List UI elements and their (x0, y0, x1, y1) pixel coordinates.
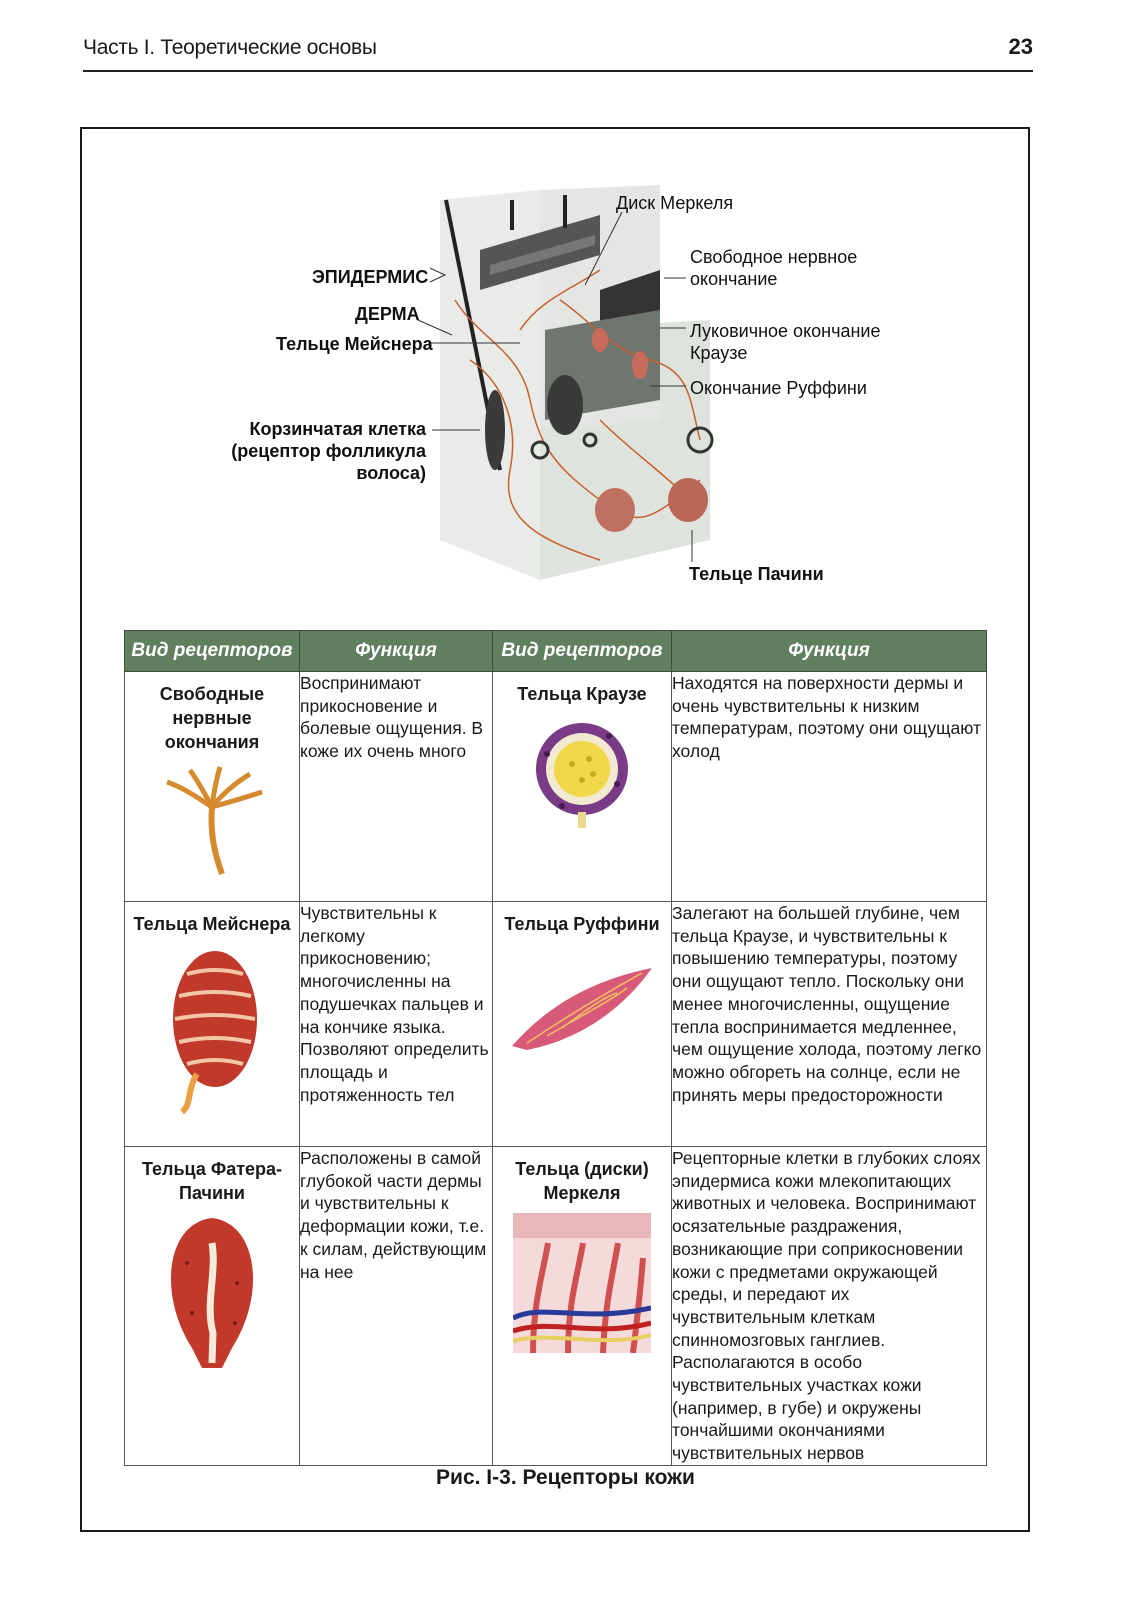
receptor-name: Свободные нервные окончания (159, 684, 265, 752)
table-row (125, 672, 987, 902)
label-merkel-disc: Диск Меркеля (616, 193, 734, 213)
column-header: Вид рецепторов (493, 631, 672, 672)
column-header: Функция (300, 631, 493, 672)
label-epidermis: ЭПИДЕРМИС (312, 267, 429, 287)
label-krause-1: Луковичное окончание (690, 321, 881, 341)
label-free-nerve-ending-2: окончание (690, 269, 778, 289)
receptor-name: Тельца (диски) Меркеля (515, 1159, 649, 1203)
label-basket-cell-1: Корзинчатая клетка (249, 419, 426, 439)
receptor-name: Тельца Краузе (517, 684, 647, 704)
column-header: Функция (672, 631, 987, 672)
ruffini-ending-illustration (507, 958, 657, 1058)
krause-bulb-illustration (527, 714, 637, 829)
receptor-name: Тельца Мейснера (133, 914, 291, 934)
label-free-nerve-ending-1: Свободное нервное (690, 247, 858, 267)
figure-caption: Рис. I-3. Рецепторы кожи (436, 1466, 695, 1489)
label-dermis: ДЕРМА (355, 304, 420, 324)
receptor-name: Тельца Руффини (504, 914, 660, 934)
function-cell: Расположены в самой глубокой части дермы и чувствительны к деформации кожи, т.е. к силам, действующим на нее (300, 1147, 493, 1466)
label-pacini: Тельце Пачини (689, 564, 824, 584)
receptor-cell (493, 1147, 672, 1466)
meissner-corpuscle-illustration (157, 944, 267, 1114)
receptor-name: Тельца Фатера-Пачини (141, 1159, 283, 1203)
function-cell: Рецепторные клетки в глубоких слоях эпидермиса кожи млекопитающих животных и человека. Воспринимают осязательные раздражения, возникающие при соприкосновении кожи с предметами окружающей среды, и передают их чувствительным клеткам спинномозговых ганглиев. Располагаются в особо чувствительных участках кожи (например, в губе) и окружены тончайшими окончаниями чувствительных нервов (672, 1147, 987, 1466)
label-ruffini: Окончание Руффини (690, 378, 867, 398)
table-row (125, 902, 987, 1147)
column-header: Вид рецепторов (125, 631, 300, 672)
receptor-table (124, 630, 987, 1466)
receptor-cell (125, 902, 300, 1147)
function-cell: Залегают на большей глубине, чем тельца Краузе, и чувствительны к повышению температуры, поэтому они ощущают тепло. Поскольку они менее многочисленны, ощущение тепла воспринимается медленнее, чем ощущение холода, поэтому легко можно обгореть на солнце, если не принять меры предосторожности (672, 902, 987, 1147)
free-nerve-ending-illustration (152, 762, 272, 877)
part-title: Часть I. Теоретические основы (83, 36, 377, 59)
function-cell: Воспринимают прикосновение и болевые ощущения. В коже их очень много (300, 672, 493, 902)
table-header-row (125, 631, 987, 672)
function-cell: Находятся на поверхности дермы и очень чувствительны к низким температурам, поэтому они ощущают холод (672, 672, 987, 902)
label-krause-2: Краузе (690, 343, 748, 363)
table-row (125, 1147, 987, 1466)
pacinian-corpuscle-illustration (157, 1213, 267, 1373)
merkel-disc-illustration (513, 1213, 651, 1353)
page-number: 23 (1008, 34, 1033, 59)
skin-block-illustration (0, 0, 1131, 620)
receptor-cell (493, 672, 672, 902)
receptor-cell (125, 672, 300, 902)
label-basket-cell-2: (рецептор фолликула (231, 441, 426, 461)
label-meissner: Тельце Мейснера (276, 334, 433, 354)
skin-diagram (0, 0, 1131, 620)
receptor-cell (125, 1147, 300, 1466)
receptor-cell (493, 902, 672, 1147)
function-cell: Чувствительны к легкому прикосновению; многочисленны на подушечках пальцев и на кончике языка. Позволяют определить площадь и протяженность тел (300, 902, 493, 1147)
label-basket-cell-3: волоса) (356, 463, 426, 483)
